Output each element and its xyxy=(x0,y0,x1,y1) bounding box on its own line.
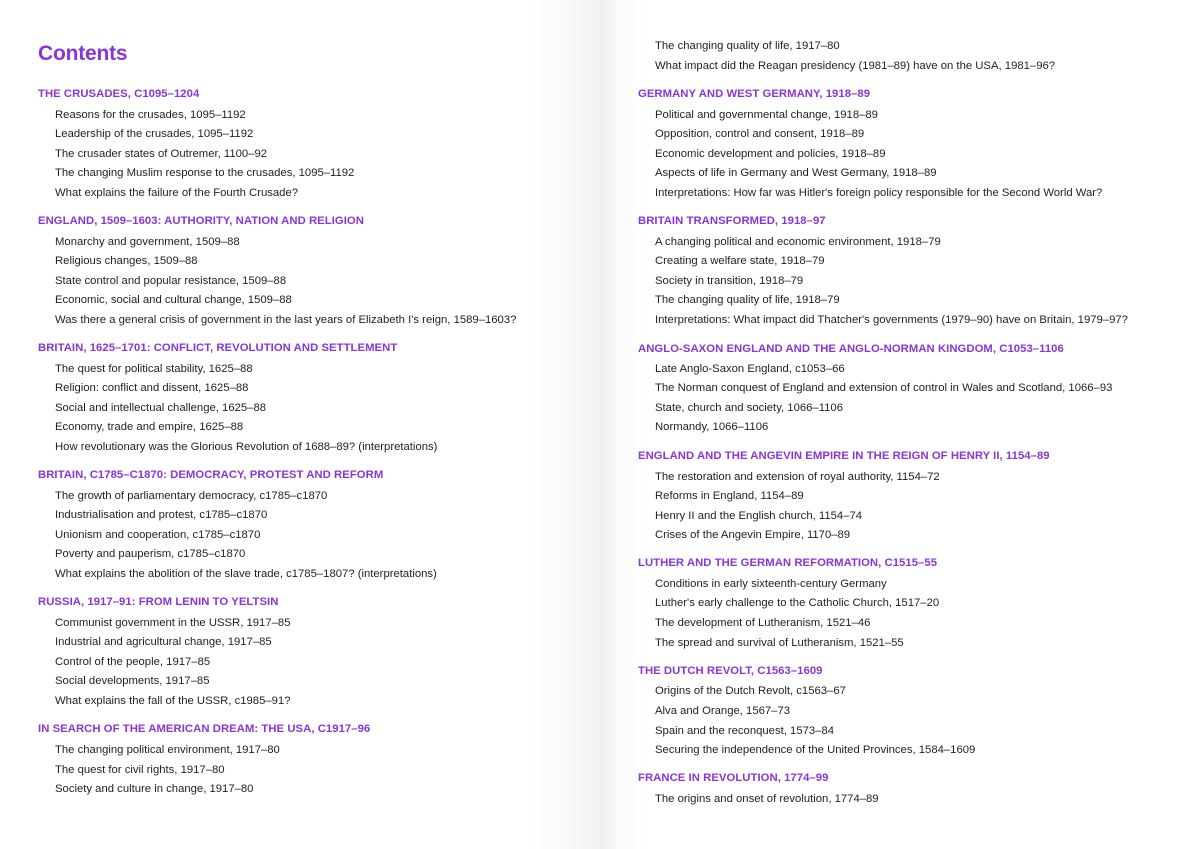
contents-entry: What explains the fall of the USSR, c1985–91? xyxy=(55,695,291,707)
contents-entry: Late Anglo-Saxon England, c1053–66 xyxy=(655,363,845,375)
contents-entry: The changing quality of life, 1917–80 xyxy=(655,40,840,52)
contents-entry: Social developments, 1917–85 xyxy=(55,675,210,687)
contents-entry: Conditions in early sixteenth-century Germany xyxy=(655,578,887,590)
contents-entry: Reforms in England, 1154–89 xyxy=(655,490,804,502)
contents-entry: The quest for civil rights, 1917–80 xyxy=(55,764,225,776)
contents-entry: Spain and the reconquest, 1573–84 xyxy=(655,725,835,737)
contents-entry: What explains the failure of the Fourth Crusade? xyxy=(55,187,299,199)
page-title: Contents xyxy=(38,42,128,65)
contents-entry: Aspects of life in Germany and West Germany, 1918–89 xyxy=(655,167,937,179)
contents-entry: The growth of parliamentary democracy, c1785–c1870 xyxy=(55,490,328,502)
section-heading: BRITAIN TRANSFORMED, 1918–97 xyxy=(638,215,826,227)
section-heading: ANGLO-SAXON ENGLAND AND THE ANGLO-NORMAN KINGDOM, C1053–1106 xyxy=(638,343,1064,355)
contents-entry: The restoration and extension of royal authority, 1154–72 xyxy=(655,471,940,483)
contents-entry: Securing the independence of the United Provinces, 1584–1609 xyxy=(655,744,976,756)
contents-entry: What explains the abolition of the slave trade, c1785–1807? (interpretations) xyxy=(55,568,437,580)
contents-entry: The Norman conquest of England and extension of control in Wales and Scotland, 1066–93 xyxy=(655,382,1113,394)
section-heading: RUSSIA, 1917–91: FROM LENIN TO YELTSIN xyxy=(38,596,279,608)
contents-entry: How revolutionary was the Glorious Revolution of 1688–89? (interpretations) xyxy=(55,441,438,453)
section-heading: THE DUTCH REVOLT, C1563–1609 xyxy=(638,665,823,677)
contents-entry: What impact did the Reagan presidency (1981–89) have on the USA, 1981–96? xyxy=(655,60,1056,72)
contents-entry: Creating a welfare state, 1918–79 xyxy=(655,255,825,267)
section-heading: GERMANY AND WEST GERMANY, 1918–89 xyxy=(638,88,871,100)
contents-entry: The development of Lutheranism, 1521–46 xyxy=(655,617,871,629)
contents-entry: Industrialisation and protest, c1785–c1870 xyxy=(55,509,268,521)
contents-entry: Industrial and agricultural change, 1917–85 xyxy=(55,636,272,648)
contents-entry: Unionism and cooperation, c1785–c1870 xyxy=(55,529,261,541)
contents-entry: Poverty and pauperism, c1785–c1870 xyxy=(55,548,246,560)
contents-entry: Luther's early challenge to the Catholic Church, 1517–20 xyxy=(655,597,940,609)
section-heading: ENGLAND, 1509–1603: AUTHORITY, NATION AND RELIGION xyxy=(38,215,364,227)
contents-entry: The changing political environment, 1917–80 xyxy=(55,744,280,756)
section-heading: FRANCE IN REVOLUTION, 1774–99 xyxy=(638,772,829,784)
contents-entry: Opposition, control and consent, 1918–89 xyxy=(655,128,865,140)
contents-entry: Interpretations: What impact did Thatcher's governments (1979–90) have on Britain, 1979–97? xyxy=(655,314,1128,326)
contents-entry: Origins of the Dutch Revolt, c1563–67 xyxy=(655,685,846,697)
contents-entry: Leadership of the crusades, 1095–1192 xyxy=(55,128,254,140)
contents-entry: Alva and Orange, 1567–73 xyxy=(655,705,791,717)
contents-entry: State control and popular resistance, 1509–88 xyxy=(55,275,287,287)
section-heading: BRITAIN, 1625–1701: CONFLICT, REVOLUTION AND SETTLEMENT xyxy=(38,342,398,354)
contents-entry: The spread and survival of Lutheranism, 1521–55 xyxy=(655,637,904,649)
contents-entry: Reasons for the crusades, 1095–1192 xyxy=(55,109,246,121)
contents-entry: Monarchy and government, 1509–88 xyxy=(55,236,240,248)
section-heading: BRITAIN, C1785–C1870: DEMOCRACY, PROTEST AND REFORM xyxy=(38,469,384,481)
right-page xyxy=(600,0,1200,849)
contents-entry: Society in transition, 1918–79 xyxy=(655,275,804,287)
contents-entry: Control of the people, 1917–85 xyxy=(55,656,211,668)
section-heading: LUTHER AND THE GERMAN REFORMATION, C1515–55 xyxy=(638,557,938,569)
contents-entry: Social and intellectual challenge, 1625–88 xyxy=(55,402,267,414)
section-heading: ENGLAND AND THE ANGEVIN EMPIRE IN THE REIGN OF HENRY II, 1154–89 xyxy=(638,450,1050,462)
contents-entry: Religion: conflict and dissent, 1625–88 xyxy=(55,382,249,394)
contents-entry: Political and governmental change, 1918–89 xyxy=(655,109,878,121)
section-heading: THE CRUSADES, C1095–1204 xyxy=(38,88,200,100)
contents-entry: Religious changes, 1509–88 xyxy=(55,255,198,267)
contents-entry: The changing Muslim response to the crusades, 1095–1192 xyxy=(55,167,355,179)
contents-entry: Economic, social and cultural change, 1509–88 xyxy=(55,294,292,306)
contents-entry: The crusader states of Outremer, 1100–92 xyxy=(55,148,268,160)
contents-entry: Communist government in the USSR, 1917–85 xyxy=(55,617,291,629)
contents-entry: Economic development and policies, 1918–89 xyxy=(655,148,886,160)
contents-entry: Normandy, 1066–1106 xyxy=(655,421,769,433)
contents-entry: State, church and society, 1066–1106 xyxy=(655,402,843,414)
contents-entry: Society and culture in change, 1917–80 xyxy=(55,783,254,795)
contents-entry: Economy, trade and empire, 1625–88 xyxy=(55,421,244,433)
contents-entry: The changing quality of life, 1918–79 xyxy=(655,294,840,306)
contents-entry: Was there a general crisis of government in the last years of Elizabeth I's reign, 1589–1603? xyxy=(55,314,517,326)
contents-entry: Crises of the Angevin Empire, 1170–89 xyxy=(655,529,851,541)
contents-entry: Interpretations: How far was Hitler's foreign policy responsible for the Second World War? xyxy=(655,187,1103,199)
contents-entry: Henry II and the English church, 1154–74 xyxy=(655,510,863,522)
contents-entry: The origins and onset of revolution, 1774–89 xyxy=(655,793,879,805)
section-heading: IN SEARCH OF THE AMERICAN DREAM: THE USA, C1917–96 xyxy=(38,723,371,735)
contents-entry: The quest for political stability, 1625–88 xyxy=(55,363,253,375)
contents-entry: A changing political and economic environment, 1918–79 xyxy=(655,236,941,248)
